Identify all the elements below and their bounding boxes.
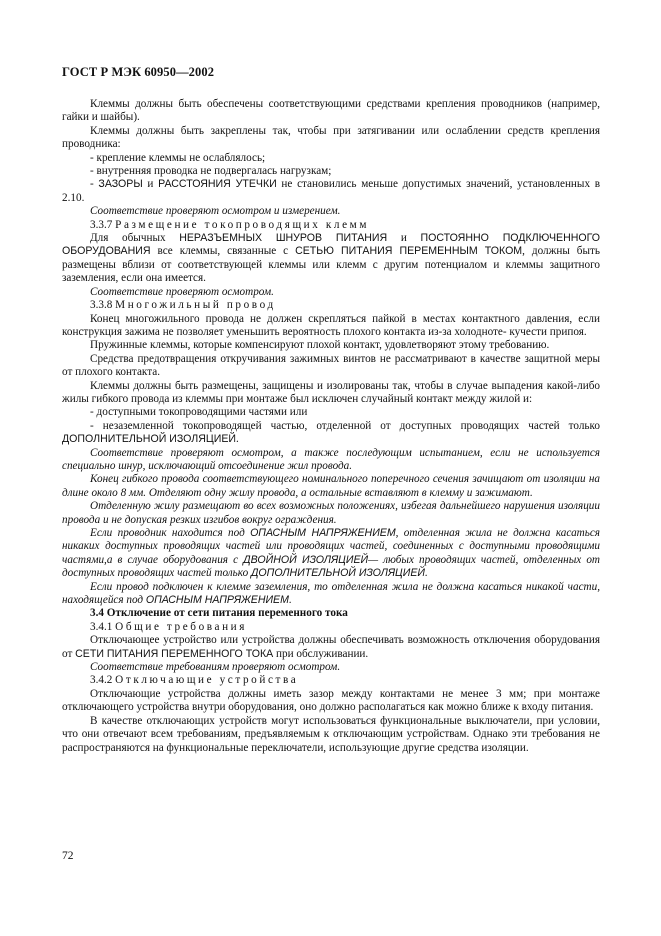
section-title: Отключающие устройства [115, 674, 299, 687]
text-run: при обслуживании. [273, 647, 369, 660]
term: РАССТОЯНИЯ УТЕЧКИ [158, 178, 277, 191]
text-run: — любых проводящих частей, отделенных от доступных проводящих частей только [62, 553, 601, 580]
section-number: 3.4.2 [90, 674, 116, 687]
compliance-note: Соответствие требованиям проверяют осмотром. [90, 661, 341, 674]
text-run: не становились меньше допустимых значений, установленных в 2.10. [62, 178, 600, 204]
text-run: все клеммы, связанные с [150, 245, 296, 258]
section-title: Размещение токопроводящих клемм [115, 218, 370, 231]
text-run: и [142, 178, 159, 191]
list-item: - крепление клеммы не ослаблялось; [90, 151, 266, 164]
list-item: - внутренняя проводка не подвергалась нагрузкам; [90, 165, 332, 178]
paragraph [62, 232, 600, 286]
text-run: Если проводник находится под [90, 527, 251, 539]
text-run: . [236, 433, 239, 446]
test-paragraph [62, 527, 600, 581]
page-number: 72 [62, 850, 74, 862]
term: ДОПОЛНИТЕЛЬНОЙ ИЗОЛЯЦИЕЙ [62, 433, 237, 446]
term: ДВОЙНОЙ ИЗОЛЯЦИЕЙ [243, 553, 369, 566]
section-number: 3.3.8 [90, 299, 116, 312]
section-heading-3-3-8 [62, 299, 600, 312]
term: ЗАЗОРЫ [98, 178, 143, 191]
list-item [62, 178, 600, 205]
term: НЕРАЗЪЕМНЫХ ШНУРОВ ПИТАНИЯ [179, 232, 388, 245]
compliance-note: Соответствие проверяют осмотром и измерением. [90, 205, 341, 218]
text-run: , должны быть размещены вблизи от соответствующей клеммы или клемм с другим потенциалом и клеммы защитного заземления, если она имеется. [62, 245, 601, 285]
section-title: Многожильный провод [115, 299, 276, 312]
section-heading-3-3-7 [62, 219, 600, 232]
text-run: Для обычных [90, 232, 180, 245]
term: ОПАСНЫМ НАПРЯЖЕНИЕМ [145, 594, 289, 607]
section-heading-3-4-1 [62, 621, 600, 634]
test-paragraph: Соответствие проверяют осмотром, а также последующим испытанием, если не используется специально шнур, исключающий отсоединение жил провода. [62, 446, 600, 472]
text-run: . [424, 567, 428, 580]
list-item: - доступными токопроводящими частями или [90, 406, 308, 419]
section-heading-3-4-2 [62, 674, 600, 687]
text-run: , отделенная жила не должна касаться никаких доступных проводящих частей или проводящих частей, соединенных с доступными проводящими частями,а в случае оборудования с [62, 527, 601, 566]
section-number: 3.3.7 [90, 218, 116, 231]
test-paragraph [62, 581, 600, 608]
section-number: 3.4.1 [90, 620, 116, 633]
document-body [62, 98, 600, 755]
paragraph [62, 634, 600, 661]
paragraph: Пружинные клеммы, которые компенсируют плохой контакт, удовлетворяют этому требованию. [90, 339, 550, 352]
text-run: Отключающее устройство или устройства должны обеспечивать возможность отключения оборудования от [62, 634, 600, 660]
term: ДОПОЛНИТЕЛЬНОЙ ИЗОЛЯЦИЕЙ [250, 567, 425, 580]
text-run: и [387, 232, 421, 245]
text-run: - незаземленной токопроводящей частью, отделенной от доступных проводящих частей только [90, 419, 600, 432]
text-run: - [90, 178, 99, 191]
term: ОПАСНЫМ НАПРЯЖЕНИЕМ [250, 527, 396, 539]
text-run: . [288, 594, 292, 607]
paragraph: Клеммы должны быть размещены, защищены и изолированы так, чтобы в случае выпадения какой-либо жилы гибкого провода из клеммы при монтаже был исключен случайный контакт между жилой и: [62, 379, 600, 405]
term: СЕТЬЮ ПИТАНИЯ ПЕРЕМЕННЫМ ТОКОМ [295, 245, 523, 258]
test-paragraph: Отделенную жилу размещают во всех возможных положениях, избегая дальнейшего нарушения изоляции провода и не допуская резких изгибов вокруг ограждения. [62, 500, 600, 526]
paragraph: Отключающие устройства должны иметь зазор между контактами не менее 3 мм; при монтаже отключающего устройства внутри оборудования, оно должно располагаться как можно ближе к входу питания. [62, 687, 600, 714]
paragraph: В качестве отключающих устройств могут использоваться функциональные выключатели, при условии, что они отвечают всем требованиям, предъявляемым к отключающим устройствам. Однако эти требования не распространяются на функциональные переключатели, использующие другие средства изоляции. [62, 714, 600, 754]
section-heading-3-4: 3.4 Отключение от сети питания переменного тока [90, 607, 348, 620]
test-paragraph: Конец гибкого провода соответствующего номинального поперечного сечения зачищают от изоляции на длине около 8 мм. Отделяют одну жилу провода, а остальные вставляют в клемму и зажимают. [62, 473, 600, 499]
compliance-note: Соответствие проверяют осмотром. [90, 285, 274, 298]
section-title: Общие требования [115, 620, 247, 633]
document-header: ГОСТ Р МЭК 60950—2002 [62, 65, 215, 79]
term: ПОСТОЯННО ПОДКЛЮЧЕННОГО ОБОРУДОВАНИЯ [62, 232, 601, 258]
paragraph: Средства предотвращения откручивания зажимных винтов не рассматривают в качестве защитной меры от плохого контакта. [62, 352, 600, 379]
term: СЕТИ ПИТАНИЯ ПЕРЕМЕННОГО ТОКА [75, 647, 274, 660]
text-run: Если провод подключен к клемме заземления, то отделенная жила не должна касаться никакой части, находящейся под [62, 580, 600, 607]
paragraph: Клеммы должны быть закреплены так, чтобы при затягивании или ослаблении средств крепления проводника: [62, 124, 600, 151]
paragraph: Клеммы должны быть обеспечены соответствующими средствами крепления проводников (например, гайки и шайбы). [62, 98, 600, 124]
list-item [62, 420, 600, 447]
paragraph: Конец многожильного провода не должен скрепляться пайкой в местах контактного давления, если конструкция зажима не позволяет уменьшить вероятность плохого контакта из-за холодноте- кучести припоя. [62, 312, 600, 338]
